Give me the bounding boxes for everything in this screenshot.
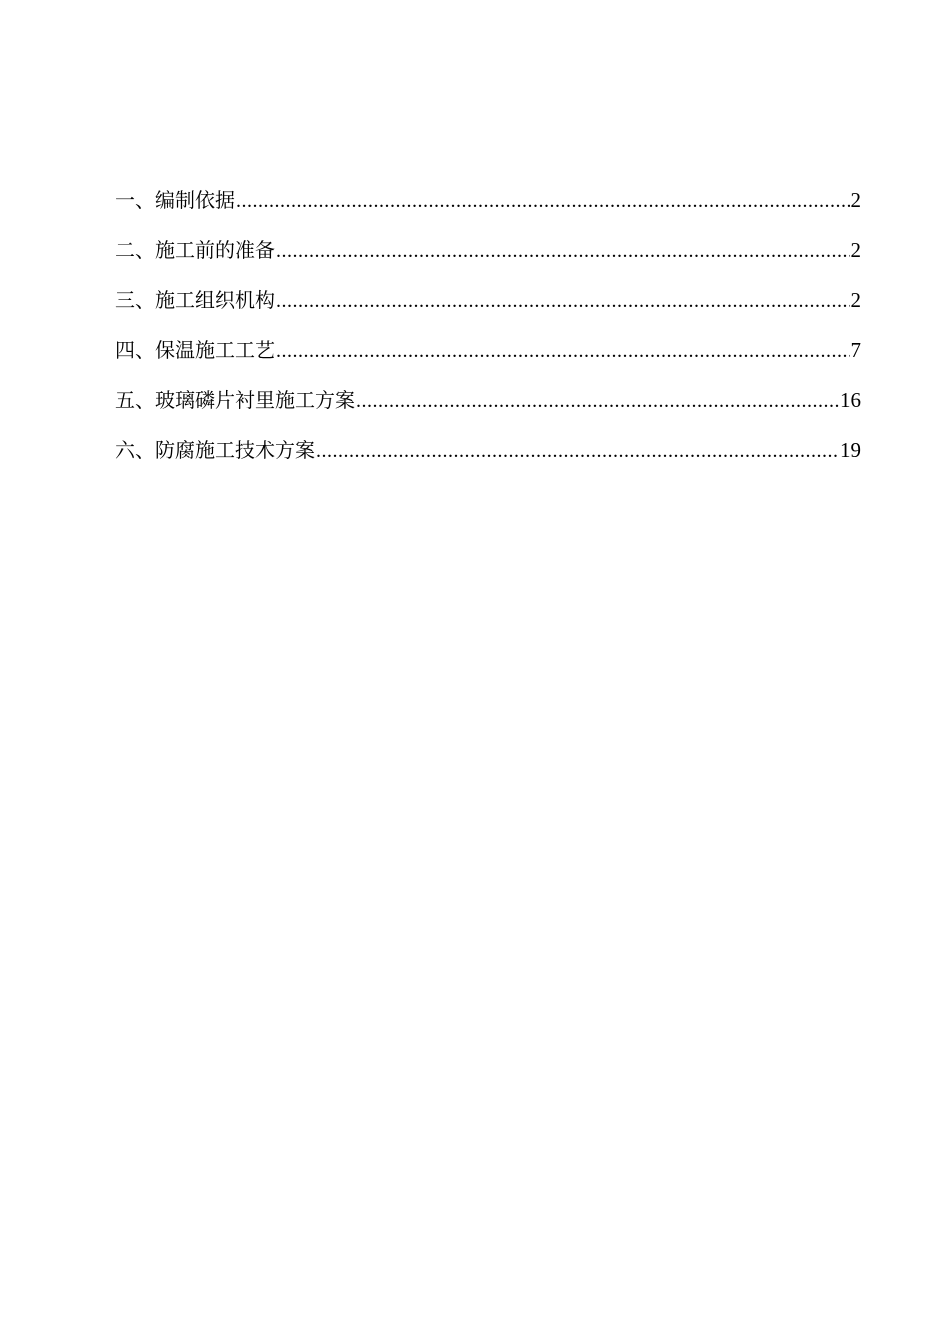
toc-entry-page: 19 bbox=[840, 438, 861, 462]
toc-entry-page: 2 bbox=[850, 188, 861, 212]
toc-leader-dots bbox=[356, 383, 839, 419]
toc-entry-5[interactable] bbox=[115, 382, 861, 432]
toc-leader-dots bbox=[276, 283, 850, 319]
toc-entry-page: 2 bbox=[850, 288, 861, 312]
toc-entry-3[interactable] bbox=[115, 282, 861, 332]
toc-entry-title[interactable]: 二、施工前的准备 bbox=[115, 238, 275, 262]
toc-entry-6[interactable] bbox=[115, 432, 861, 482]
table-of-contents bbox=[115, 182, 861, 482]
toc-leader-dots bbox=[276, 333, 850, 369]
toc-entry-title[interactable]: 三、施工组织机构 bbox=[115, 288, 275, 312]
toc-entry-page: 16 bbox=[840, 388, 861, 412]
toc-leader-dots bbox=[236, 183, 850, 219]
toc-entry-title[interactable]: 六、防腐施工技术方案 bbox=[115, 438, 315, 462]
toc-leader-dots bbox=[276, 233, 850, 269]
toc-entry-4[interactable] bbox=[115, 332, 861, 382]
toc-entry-2[interactable] bbox=[115, 232, 861, 282]
toc-entry-page: 7 bbox=[850, 338, 861, 362]
toc-leader-dots bbox=[316, 433, 839, 469]
toc-entry-page: 2 bbox=[850, 238, 861, 262]
toc-entry-title[interactable]: 四、保温施工工艺 bbox=[115, 338, 275, 362]
toc-entry-title[interactable]: 五、玻璃磷片衬里施工方案 bbox=[115, 388, 355, 412]
toc-entry-title[interactable]: 一、编制依据 bbox=[115, 188, 235, 212]
toc-entry-1[interactable] bbox=[115, 182, 861, 232]
